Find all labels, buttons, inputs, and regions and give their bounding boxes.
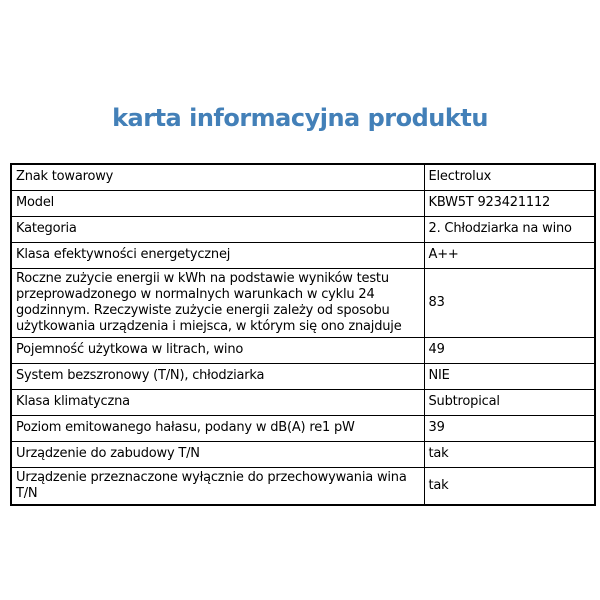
spec-value: 49 — [424, 337, 595, 363]
table-row — [11, 190, 595, 216]
spec-label: Kategoria — [11, 216, 424, 242]
table-row — [11, 389, 595, 415]
table-row — [11, 467, 595, 505]
table-row — [11, 216, 595, 242]
spec-value: tak — [424, 467, 595, 505]
table-row — [11, 268, 595, 337]
spec-value: tak — [424, 441, 595, 467]
table-row — [11, 415, 595, 441]
spec-label: System bezszronowy (T/N), chłodziarka — [11, 363, 424, 389]
table-row — [11, 242, 595, 268]
table-row — [11, 337, 595, 363]
spec-label: Urządzenie przeznaczone wyłącznie do przechowywania wina T/N — [11, 467, 424, 505]
spec-value: Electrolux — [424, 164, 595, 190]
table-row — [11, 164, 595, 190]
spec-label: Pojemność użytkowa w litrach, wino — [11, 337, 424, 363]
spec-label: Model — [11, 190, 424, 216]
spec-label: Klasa klimatyczna — [11, 389, 424, 415]
spec-value: KBW5T 923421112 — [424, 190, 595, 216]
spec-label: Roczne zużycie energii w kWh na podstawie wyników testu przeprowadzonego w normalnych warunkach w cyklu 24 godzinnym. Rzeczywiste zużycie energii zależy od sposobu użytkowania urządzenia i miejsca, w którym się ono znajduje — [11, 268, 424, 337]
spec-value: 39 — [424, 415, 595, 441]
spec-label: Urządzenie do zabudowy T/N — [11, 441, 424, 467]
spec-value: 2. Chłodziarka na wino — [424, 216, 595, 242]
spec-value: 83 — [424, 268, 595, 337]
spec-value: A++ — [424, 242, 595, 268]
spec-value: NIE — [424, 363, 595, 389]
page-title: karta informacyjna produktu — [112, 104, 488, 132]
spec-label: Znak towarowy — [11, 164, 424, 190]
spec-value: Subtropical — [424, 389, 595, 415]
product-spec-table — [10, 163, 596, 506]
spec-label: Klasa efektywności energetycznej — [11, 242, 424, 268]
table-row — [11, 363, 595, 389]
table-row — [11, 441, 595, 467]
spec-label: Poziom emitowanego hałasu, podany w dB(A) re1 pW — [11, 415, 424, 441]
